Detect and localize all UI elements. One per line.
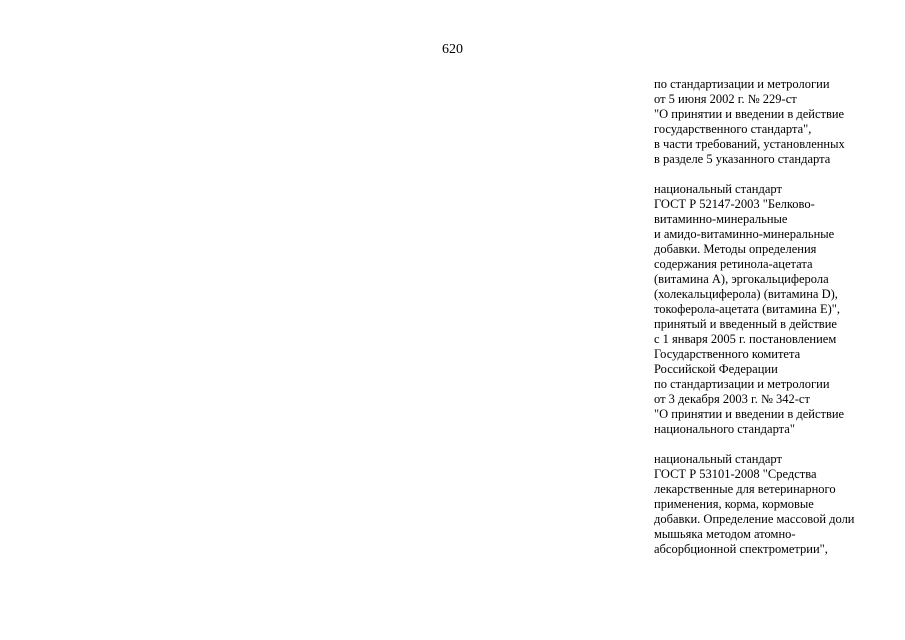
text-line: и амидо-витаминно-минеральные <box>654 227 835 241</box>
text-line: Российской Федерации <box>654 362 778 376</box>
text-line: витаминно-минеральные <box>654 212 788 226</box>
text-line: принятый и введенный в действие <box>654 317 837 331</box>
text-line: с 1 января 2005 г. постановлением <box>654 332 837 346</box>
text-line: от 3 декабря 2003 г. № 342-ст <box>654 392 810 406</box>
text-line: ГОСТ Р 53101-2008 "Средства <box>654 467 817 481</box>
document-text-column <box>654 77 899 572</box>
text-line: (холекальциферола) (витамина D), <box>654 287 838 301</box>
text-line: "О принятии и введении в действие <box>654 407 845 421</box>
text-line: ГОСТ Р 52147-2003 "Белково- <box>654 197 815 211</box>
text-line: национальный стандарт <box>654 452 782 466</box>
text-line: по стандартизации и метрологии <box>654 377 830 391</box>
text-line: государственного стандарта", <box>654 122 812 136</box>
text-line: токоферола-ацетата (витамина Е)", <box>654 302 840 316</box>
text-line: применения, корма, кормовые <box>654 497 814 511</box>
text-line: лекарственные для ветеринарного <box>654 482 836 496</box>
text-line: национальный стандарт <box>654 182 782 196</box>
text-line: в части требований, установленных <box>654 137 845 151</box>
page-number: 620 <box>442 42 463 57</box>
text-line: абсорбционной спектрометрии", <box>654 542 828 556</box>
text-line: "О принятии и введении в действие <box>654 107 845 121</box>
text-line: по стандартизации и метрологии <box>654 77 830 91</box>
text-line: добавки. Определение массовой доли <box>654 512 855 526</box>
text-line: от 5 июня 2002 г. № 229-ст <box>654 92 797 106</box>
text-line: содержания ретинола-ацетата <box>654 257 813 271</box>
text-line: мышьяка методом атомно- <box>654 527 796 541</box>
text-line: добавки. Методы определения <box>654 242 817 256</box>
text-line: (витамина А), эргокальциферола <box>654 272 829 286</box>
text-line: национального стандарта" <box>654 422 795 436</box>
text-block-gost-53101 <box>654 452 899 557</box>
text-block-decree-2002 <box>654 77 899 167</box>
text-line: Государственного комитета <box>654 347 801 361</box>
text-line: в разделе 5 указанного стандарта <box>654 152 831 166</box>
text-block-gost-52147 <box>654 182 899 437</box>
